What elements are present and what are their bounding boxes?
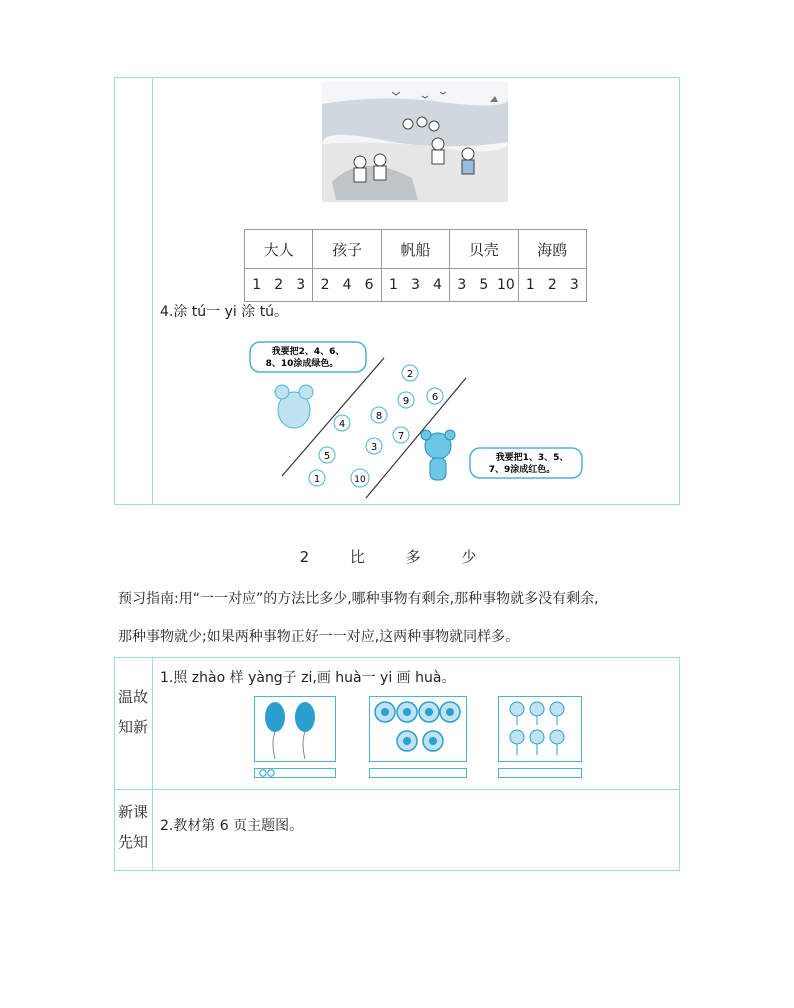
circle-number: 5	[323, 451, 331, 462]
number-options-cell: 1 3 4	[381, 269, 449, 302]
bottom-left-column-divider	[152, 657, 153, 871]
mouse-icon	[275, 385, 313, 428]
table-header-cell: 海鸥	[518, 230, 586, 269]
answer-box-flowers[interactable]	[498, 768, 582, 778]
circle-number: 3	[370, 442, 378, 453]
beach-illustration	[322, 82, 508, 202]
circle-number: 7	[397, 431, 405, 442]
circle-number: 6	[431, 392, 439, 403]
example-circle-icon	[260, 770, 266, 776]
answer-box-balloons[interactable]	[254, 768, 336, 778]
speech-left-line1: 我要把2、4、6、	[271, 347, 345, 357]
guide-line-2: 那种事物就少;如果两种事物正好一一对应,这两种事物就同样多。	[118, 629, 520, 645]
table-header-cell: 大人	[245, 230, 313, 269]
table-header-cell: 贝壳	[450, 230, 518, 269]
flowers-picture	[498, 696, 582, 762]
table-header-row	[245, 230, 587, 269]
guide-line-1: 预习指南:用“一一对应”的方法比多少,哪种事物有剩余,那种事物就多没有剩余,	[118, 591, 599, 607]
circle-number: 2	[406, 369, 414, 380]
side-label-preview	[116, 797, 150, 857]
number-options-cell: 2 4 6	[313, 269, 381, 302]
bottom-row-divider	[114, 789, 680, 790]
circle-number: 4	[338, 419, 346, 430]
balloon-icon	[265, 702, 285, 732]
question-4-label: 4.涂 tú一 yi 涂 tú。	[160, 304, 289, 320]
bottom-table-frame	[114, 657, 680, 871]
side-label-preview-bottom: 先知	[117, 833, 148, 851]
balloon-icon	[295, 702, 315, 732]
side-label-review	[116, 682, 150, 742]
number-circles	[309, 365, 443, 487]
question-2-label: 2.教材第 6 页主题图。	[160, 818, 304, 834]
table-number-row	[245, 269, 587, 302]
side-label-preview-top: 新课	[117, 803, 148, 821]
circle-number: 10	[354, 475, 366, 485]
counting-table	[244, 229, 587, 302]
table-header-cell: 帆船	[381, 230, 449, 269]
circle-number: 1	[313, 474, 321, 485]
example-circle-icon	[268, 770, 274, 776]
side-label-review-bottom: 知新	[117, 718, 148, 736]
speech-left-line2: 8、10涂成绿色。	[265, 359, 339, 369]
question-1-label: 1.照 zhào 样 yàng子 zi,画 huà一 yi 画 huà。	[160, 670, 456, 686]
answer-box-balls[interactable]	[369, 768, 467, 778]
coloring-exercise	[248, 338, 588, 504]
number-options-cell: 3 5 10	[450, 269, 518, 302]
balloons-picture	[254, 696, 336, 762]
balls-picture	[369, 696, 467, 762]
circle-number: 8	[375, 411, 383, 422]
number-options-cell: 1 2 3	[518, 269, 586, 302]
speech-right-line2: 7、9涂成红色。	[488, 465, 556, 475]
number-options-cell: 1 2 3	[245, 269, 313, 302]
top-left-column-divider	[152, 77, 153, 505]
side-label-review-top: 温故	[117, 688, 148, 706]
bear-icon	[421, 430, 455, 480]
section-title: 2 比 多 少	[299, 548, 495, 566]
circle-number: 9	[402, 396, 410, 407]
table-header-cell: 孩子	[313, 230, 381, 269]
speech-right-line1: 我要把1、3、5、	[495, 453, 569, 463]
